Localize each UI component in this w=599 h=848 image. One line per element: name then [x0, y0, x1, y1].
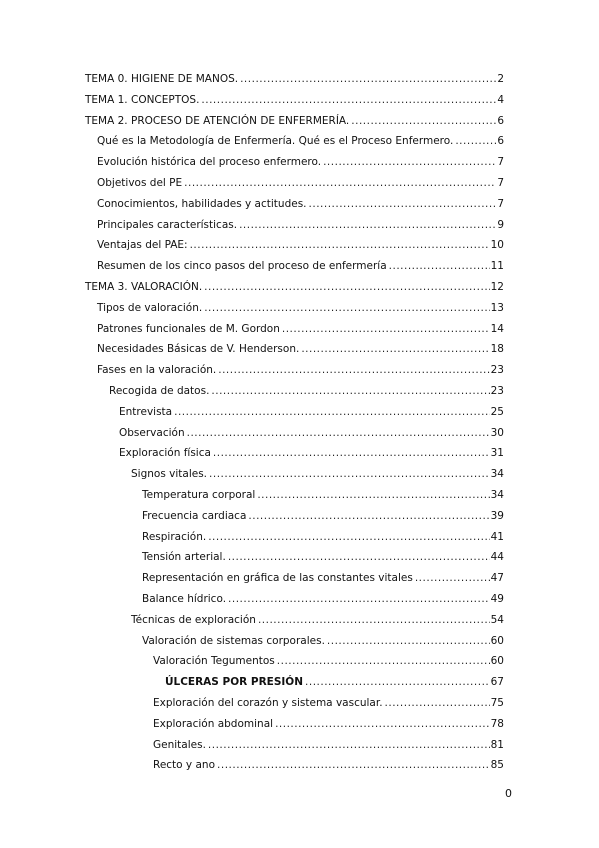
toc-entry[interactable]: [153, 738, 504, 752]
toc-entry-label: TEMA 1. CONCEPTOS.: [85, 93, 200, 106]
toc-entry-page: 30: [490, 426, 504, 439]
toc-entry-page: 9: [497, 218, 504, 231]
toc-entry[interactable]: [97, 259, 504, 273]
toc-entry-page: 18: [490, 343, 504, 356]
toc-entry-label: Objetivos del PE: [97, 177, 183, 189]
toc-entry-page: 60: [490, 655, 504, 668]
toc-entry-page: 7: [497, 177, 504, 189]
toc-leader-dots: [301, 342, 489, 356]
toc-leader-dots: [257, 488, 489, 502]
toc-entry-label: Respiración.: [142, 530, 207, 543]
toc-leader-dots: [239, 218, 496, 232]
toc-entry-label: Recogida de datos.: [109, 385, 210, 397]
toc-entry-page: 54: [490, 613, 504, 626]
toc-leader-dots: [204, 301, 489, 315]
toc-leader-dots: [213, 446, 490, 460]
toc-entry-page: 12: [490, 281, 504, 293]
toc-entry-label: Evolución histórica del proceso enfermero.: [97, 156, 322, 169]
toc-entry-page: 49: [490, 593, 504, 605]
toc-entry[interactable]: [131, 613, 504, 627]
toc-entry-page: 85: [490, 759, 504, 772]
toc-entry-page: 4: [497, 93, 504, 106]
toc-entry-page: 81: [490, 738, 504, 751]
toc-entry-page: 44: [490, 551, 504, 564]
toc-entry[interactable]: [97, 197, 504, 211]
toc-leader-dots: [208, 530, 489, 544]
toc-entry[interactable]: [85, 93, 504, 107]
toc-leader-dots: [204, 280, 489, 294]
toc-entry-page: 11: [490, 260, 504, 273]
toc-entry[interactable]: [97, 342, 504, 356]
toc-entry-page: 31: [490, 447, 504, 460]
toc-entry-label: Exploración física: [119, 447, 211, 460]
toc-leader-dots: [323, 155, 496, 169]
toc-leader-dots: [275, 717, 490, 731]
toc-entry[interactable]: [119, 446, 504, 460]
toc-entry[interactable]: [165, 675, 504, 689]
toc-entry[interactable]: [142, 550, 504, 564]
toc-entry-label: Observación: [119, 426, 185, 439]
toc-entry[interactable]: [97, 176, 504, 190]
toc-leader-dots: [190, 238, 490, 252]
toc-entry-page: 6: [497, 135, 504, 148]
toc-entry[interactable]: [119, 405, 504, 419]
toc-entry-label: TEMA 3. VALORACIÓN.: [85, 281, 203, 293]
toc-leader-dots: [174, 405, 490, 419]
toc-entry-label: Técnicas de exploración: [131, 613, 256, 626]
toc-leader-dots: [187, 426, 490, 440]
toc-leader-dots: [309, 197, 497, 211]
toc-leader-dots: [240, 72, 496, 86]
toc-entry-label: Frecuencia cardiaca: [142, 509, 247, 522]
toc-leader-dots: [327, 634, 490, 648]
toc-entry-label: Tipos de valoración.: [97, 301, 203, 314]
toc-entry[interactable]: [131, 467, 504, 481]
toc-entry-label: Resumen de los cinco pasos del proceso de enfermería: [97, 260, 387, 273]
toc-leader-dots: [211, 384, 489, 398]
toc-entry-label: Tensión arterial.: [142, 551, 226, 564]
toc-entry[interactable]: [142, 509, 504, 523]
toc-entry-page: 39: [490, 509, 504, 522]
toc-entry[interactable]: [97, 238, 504, 252]
toc-leader-dots: [218, 363, 489, 377]
toc-entry-label: Genitales.: [153, 738, 206, 751]
toc-entry-page: 34: [490, 468, 504, 481]
toc-entry[interactable]: [153, 654, 504, 668]
toc-entry-label: Valoración Tegumentos: [153, 655, 275, 668]
toc-entry-label: Recto y ano: [153, 759, 216, 772]
toc-entry-label: TEMA 0. HIGIENE DE MANOS.: [85, 73, 239, 85]
toc-entry-page: 60: [490, 634, 504, 647]
toc-entry[interactable]: [97, 155, 504, 169]
toc-entry-label: Exploración del corazón y sistema vascular.: [153, 697, 383, 709]
toc-entry-label: Representación en gráfica de las constantes vitales: [142, 572, 413, 585]
toc-entry[interactable]: [142, 634, 504, 648]
page-number: 0: [505, 787, 512, 800]
toc-leader-dots: [389, 259, 490, 273]
toc-entry-label: Entrevista: [119, 405, 173, 418]
toc-entry-page: 67: [490, 676, 504, 689]
toc-leader-dots: [385, 696, 490, 710]
toc-entry-page: 23: [490, 385, 504, 397]
toc-entry-label: Conocimientos, habilidades y actitudes.: [97, 197, 307, 210]
toc-entry-label: TEMA 2. PROCESO DE ATENCIÓN DE ENFERMERÍA.: [85, 114, 350, 127]
toc-entry[interactable]: [109, 384, 504, 398]
toc-entry[interactable]: [85, 72, 504, 86]
toc-leader-dots: [455, 134, 496, 148]
toc-entry[interactable]: [153, 696, 504, 710]
toc-leader-dots: [184, 176, 496, 190]
toc-leader-dots: [217, 758, 490, 772]
toc-leader-dots: [248, 509, 489, 523]
toc-leader-dots: [228, 592, 490, 606]
toc-entry-label: Signos vitales.: [131, 468, 208, 481]
toc-entry-page: 7: [497, 197, 504, 210]
toc-leader-dots: [209, 467, 490, 481]
toc-leader-dots: [415, 571, 490, 585]
toc-entry-label: Principales características.: [97, 218, 238, 231]
toc-leader-dots: [208, 738, 490, 752]
toc-leader-dots: [201, 93, 496, 107]
toc-leader-dots: [351, 114, 496, 128]
toc-entry-page: 2: [497, 73, 504, 85]
toc-entry-page: 13: [490, 301, 504, 314]
toc-entry-page: 7: [497, 156, 504, 169]
toc-entry-label: Necesidades Básicas de V. Henderson.: [97, 343, 300, 356]
toc-entry-label: Fases en la valoración.: [97, 364, 217, 377]
toc-entry[interactable]: [85, 280, 504, 294]
toc-leader-dots: [305, 675, 490, 689]
toc-entry-page: 34: [490, 489, 504, 501]
toc-entry-label: ÚLCERAS POR PRESIÓN: [165, 676, 304, 689]
toc-entry-page: 41: [490, 530, 504, 543]
toc-entry-label: Qué es la Metodología de Enfermería. Qué es el Proceso Enfermero.: [97, 135, 454, 148]
toc-entry-page: 23: [490, 364, 504, 377]
toc-entry-label: Exploración abdominal: [153, 717, 274, 730]
toc-entry-page: 78: [490, 717, 504, 730]
toc-entry[interactable]: [153, 717, 504, 731]
toc-entry[interactable]: [142, 592, 504, 606]
toc-leader-dots: [228, 550, 490, 564]
toc-entry-label: Patrones funcionales de M. Gordon: [97, 322, 280, 335]
toc-entry-label: Temperatura corporal: [142, 489, 256, 501]
toc-entry[interactable]: [85, 114, 504, 128]
toc-entry-page: 47: [490, 572, 504, 585]
toc-entry-page: 14: [490, 322, 504, 335]
toc-entry[interactable]: [97, 322, 504, 336]
toc-entry[interactable]: [97, 363, 504, 377]
toc-entry-label: Ventajas del PAE:: [97, 239, 188, 252]
toc-leader-dots: [277, 654, 490, 668]
toc-leader-dots: [282, 322, 490, 336]
toc-entry[interactable]: [97, 218, 504, 232]
toc-entry[interactable]: [153, 758, 504, 772]
toc-entry[interactable]: [142, 530, 504, 544]
toc-entry[interactable]: [97, 301, 504, 315]
toc-entry-label: Balance hídrico.: [142, 593, 227, 605]
toc-leader-dots: [258, 613, 490, 627]
toc-entry-page: 10: [490, 239, 504, 252]
toc-entry[interactable]: [142, 571, 504, 585]
toc-entry-label: Valoración de sistemas corporales.: [142, 634, 325, 647]
toc-entry[interactable]: [97, 134, 504, 148]
toc-entry[interactable]: [142, 488, 504, 502]
toc-entry-page: 25: [490, 405, 504, 418]
toc-entry[interactable]: [119, 426, 504, 440]
toc-entry-page: 75: [490, 697, 504, 709]
toc-entry-page: 6: [497, 114, 504, 127]
